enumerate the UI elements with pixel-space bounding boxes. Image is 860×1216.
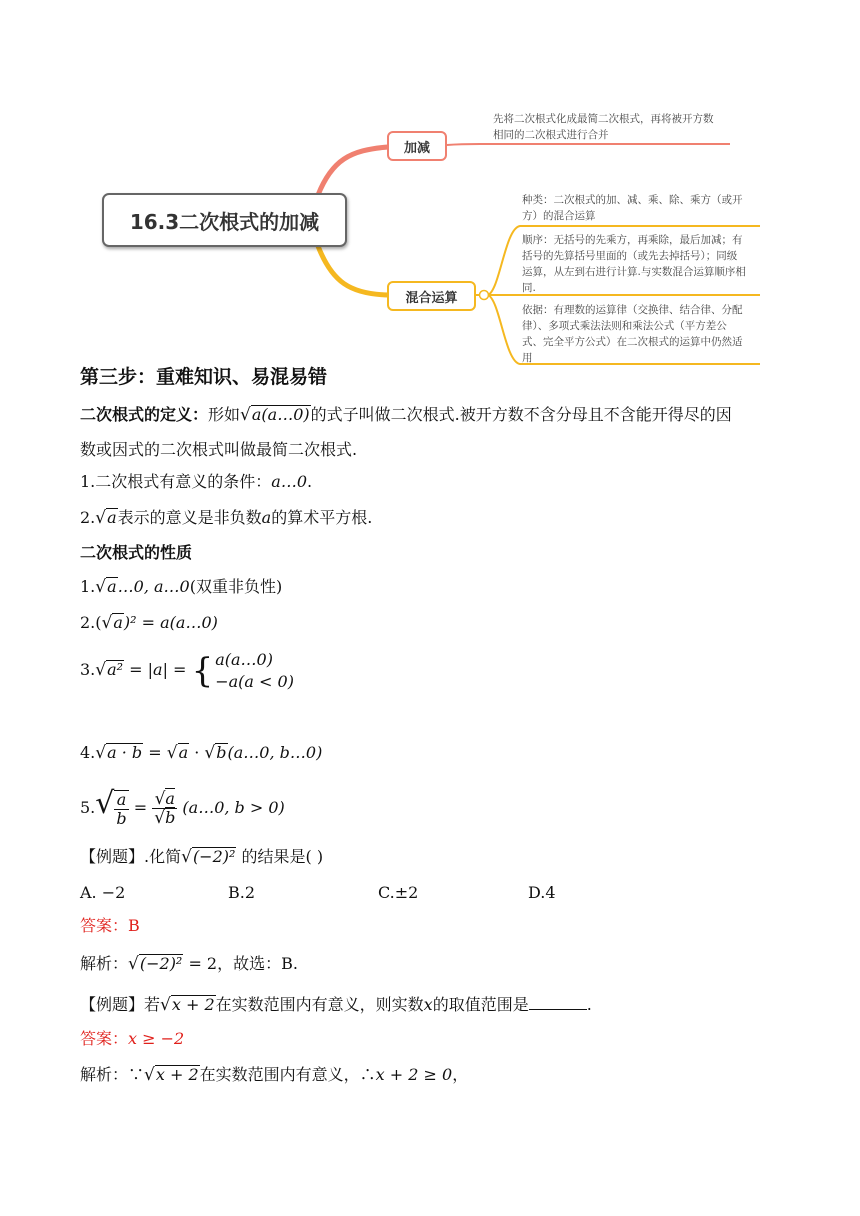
property-4-rad-a: a [178,743,189,762]
node-mixed: 混合运算 [387,281,476,311]
property-2 [80,612,218,634]
property-2-rad: a [113,613,123,632]
definition-pre: 形如 [208,405,241,424]
definition-expr: a(a…0) [251,405,310,424]
example-1-rad: (−2)² [192,847,236,866]
property-5-rad-b: b [165,808,176,827]
property-3-eq: = |a| = [129,660,187,679]
property-4-rad-b: b [216,743,227,762]
definition-post: 的式子叫做二次根式.被开方数不含分母且不含能开得尽的因 [310,405,732,424]
condition-2-var: a [261,508,272,527]
example-2-post: 的取值范围是 [432,995,529,1014]
example-2-rad: x + 2 [171,995,215,1014]
property-2-expr: )² = a(a…0) [123,613,218,632]
sqrt-symbol: √ [128,954,139,974]
example-1-analysis-post: = 2，故选：B. [188,954,298,973]
example-2-mid: 在实数范围内有意义，则实数 [215,995,424,1014]
property-4-num: 4. [80,743,96,762]
property-3-num: 3. [80,660,96,679]
example-1-answer [80,915,140,937]
property-1-note: (双重非负性) [189,577,283,596]
example-2-answer-label: 答案： [80,1029,129,1048]
example-1-question [80,846,323,868]
example-2-answer-value: x ≥ −2 [128,1029,185,1048]
mind-map-root: 16.3二次根式的加减 [102,193,347,247]
sqrt-symbol: √ [95,786,115,821]
condition-1-expr: a…0 [271,472,307,491]
answer-blank [529,995,587,1010]
example-2-analysis-expr: x + 2 ≥ 0 [375,1065,453,1084]
property-5-den-sqrt-b [152,809,177,827]
property-5-cond: (a…0, b > 0) [182,798,285,817]
sqrt-symbol: √ [240,405,251,425]
option-b: B.2 [228,883,256,902]
mind-map [0,0,860,370]
condition-2-mid: 表示的意义是非负数 [117,508,262,527]
property-3-rad: a² [107,660,124,679]
definition-label: 二次根式的定义： [80,405,209,424]
property-2-num: 2. [80,613,96,632]
example-2-pre: 【例题】若 [80,995,161,1014]
sqrt-symbol: √ [95,660,107,680]
sqrt-symbol: √ [160,995,171,1015]
option-d: D.4 [528,883,556,902]
condition-2 [80,507,372,529]
section-title: 第三步：重难知识、易混易错 [80,366,328,388]
property-5-num: 5. [80,798,96,817]
property-5-frac-left [114,790,128,828]
example-2-analysis-label: 解析：∵ [80,1065,145,1084]
property-1 [80,576,282,598]
definition-line-1 [80,404,732,426]
property-5-num-a: a [114,791,128,810]
example-1-analysis-rad: (−2)² [139,954,183,973]
brace-symbol: { [191,650,214,691]
condition-2-post: 的算术平方根. [271,508,373,527]
property-1-num: 1. [80,577,96,596]
sqrt-symbol: √ [95,508,107,528]
condition-1 [80,471,312,493]
sqrt-symbol: √ [166,743,178,763]
example-2-end: . [586,995,592,1014]
sqrt-symbol: √ [144,1065,155,1085]
property-4-cond: (a…0, b…0) [227,743,323,762]
condition-1-text: 1.二次根式有意义的条件： [80,472,272,491]
example-1-answer-label: 答案： [80,916,129,935]
note-mixed-basis: 依据：有理数的运算律（交换律、结合律、分配 律）、多项式乘法法则和乘法公式（平方差公 式、完全平方公式）在二次根式的运算中仍然适 用 [522,304,743,364]
sqrt-symbol: √ [101,613,113,633]
sqrt-symbol: √ [154,789,166,809]
condition-1-end: . [307,472,313,491]
property-1-expr: …0, a…0 [117,577,190,596]
condition-2-rad: a [107,508,117,527]
property-5-den-b: b [116,808,127,828]
property-3-cases [215,649,294,693]
example-1-analysis-label: 解析： [80,954,129,973]
example-2-answer [80,1028,184,1050]
example-1-answer-value: B [128,916,140,935]
example-2-var: x [423,995,433,1014]
property-5-rad-a: a [165,789,175,808]
sqrt-symbol: √ [204,743,216,763]
note-mixed-order: 顺序：无括号的先乘方，再乘除，最后加减；有 括号的先算括号里面的（或先去掉括号）；同级 运算，从左到右进行计算.与实数混合运算顺序相 同. [522,234,746,294]
property-5-eq: = [133,798,148,817]
option-c: C.±2 [378,883,419,902]
property-3-case-1: a(a…0) [215,649,273,669]
example-1-pre: 【例题】.化简 [80,847,182,866]
properties-title: 二次根式的性质 [80,543,193,562]
example-2-question [80,994,592,1016]
condition-2-num: 2. [80,508,96,527]
property-3-case-2: −a(a < 0) [215,671,294,691]
example-2-analysis-end: ， [452,1065,469,1084]
underline-add-sub-note [447,144,730,145]
sqrt-symbol: √ [154,808,166,828]
sqrt-symbol: √ [181,847,192,867]
example-2-analysis-mid: 在实数范围内有意义，∴ [199,1065,376,1084]
example-2-analysis [80,1064,468,1086]
note-mixed-kind: 种类：二次根式的加、减、乘、除、乘方（或开 方）的混合运算 [522,194,743,222]
connector-add-sub [318,147,388,195]
property-4 [80,742,322,764]
mixed-collapse-dot [480,291,489,300]
sqrt-symbol: √ [95,577,107,597]
example-2-analysis-rad: x + 2 [155,1065,199,1084]
property-3 [80,648,294,693]
property-5-frac-right [152,790,177,827]
connector-mixed [318,246,388,295]
example-1-post: 的结果是( ) [241,847,324,866]
property-2-paren: ( [95,613,102,632]
example-1-analysis [80,953,298,975]
property-4-rad: a · b [107,743,143,762]
note-add-sub: 先将二次根式化成最简二次根式，再将被开方数 相同的二次根式进行合并 [493,113,714,141]
property-5 [80,782,285,830]
definition-line-2: 数或因式的二次根式叫做最简二次根式. [80,440,358,459]
sqrt-symbol: √ [95,743,107,763]
property-4-eq: = [148,743,162,762]
property-1-rad: a [107,577,117,596]
option-a: A. −2 [80,883,126,902]
node-add-sub: 加减 [387,131,447,161]
property-4-dot: · [194,743,200,762]
